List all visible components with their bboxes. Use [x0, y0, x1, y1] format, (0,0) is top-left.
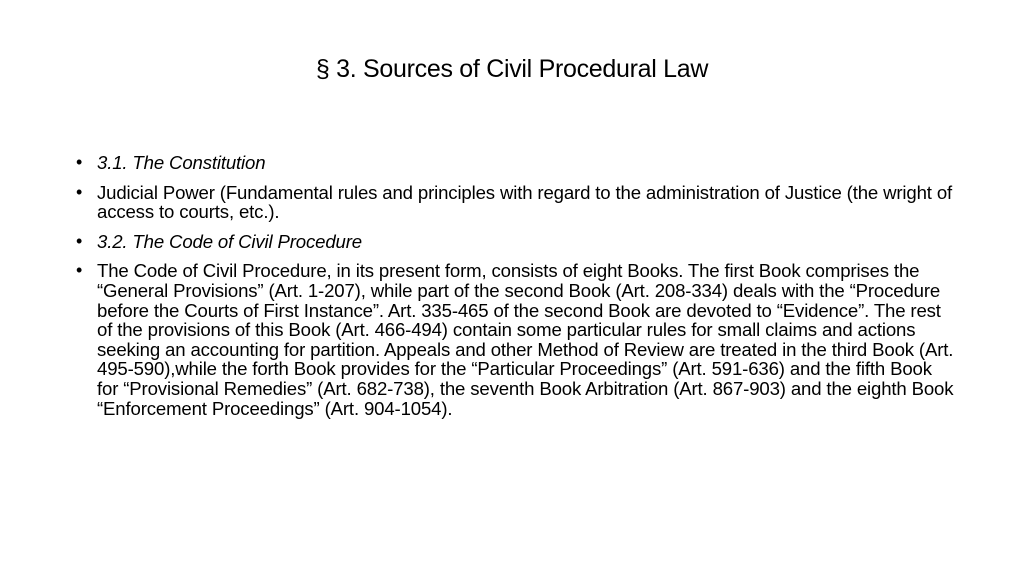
- bullet-item: [76, 183, 956, 222]
- slide-title: § 3. Sources of Civil Procedural Law: [315, 55, 709, 83]
- bullet-list: [76, 153, 956, 428]
- bullet-text-constitution-heading: 3.1. The Constitution: [97, 152, 266, 173]
- bullet-item: [76, 153, 956, 173]
- bullet-text-judicial-power: Judicial Power (Fundamental rules and principles with regard to the administration of Justice (the wright of access to courts, etc.).: [97, 181, 953, 223]
- bullet-dot-icon: •: [76, 230, 83, 251]
- bullet-item: [76, 232, 956, 252]
- bullet-dot-icon: •: [76, 260, 83, 281]
- bullet-item: [76, 261, 956, 418]
- bullet-dot-icon: •: [76, 181, 83, 202]
- bullet-dot-icon: •: [76, 152, 83, 172]
- bullet-text-code-description: The Code of Civil Procedure, in its present form, consists of eight Books. The first Book comprises the “General Provisions” (Art. 1-207), while part of the second Book (Art. 208-334) deals with the “Procedure before the Courts of First Instance”. Art. 335-465 of the second Book are devoted to “Evidence”. The rest of the provisions of this Book (Art. 466-494) contain some particular rules for small claims and actions seeking an accounting for partition. Appeals and other Method of Review are treated in the third Book (Art. 495-590),while the forth Book provides for the “Particular Proceedings” (Art. 591-636) and the fifth Book for “Provisional Remedies” (Art. 682-738), the seventh Book Arbitration (Art. 867-903) and the eighth Book “Enforcement Proceedings” (Art. 904-1054).: [97, 260, 954, 419]
- bullet-text-code-heading: 3.2. The Code of Civil Procedure: [97, 230, 362, 252]
